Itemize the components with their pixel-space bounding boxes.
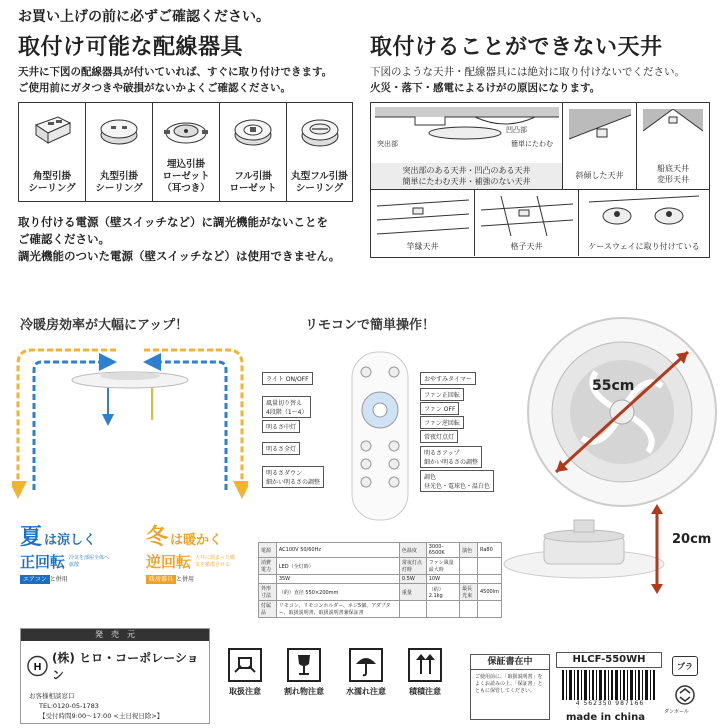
recycle-plastic-icon: プラ (672, 656, 698, 676)
handling-icons (228, 648, 442, 697)
spec-cell: LED（全灯時） (276, 558, 399, 575)
contact-tel: TEL:0120-05-1783 (39, 702, 99, 710)
fixture-cell (287, 103, 352, 201)
summer-text: は涼しく (44, 533, 97, 548)
ng-uneven-ceiling (371, 103, 563, 189)
sleep-timer-callout: おやすみタイマー (420, 372, 476, 385)
winter-desc: 天井に溜まった暖気を循環させる (195, 554, 236, 568)
seller-header: 発 売 元 (21, 629, 209, 641)
not-installable-title: 取付けることができない天井 (370, 35, 663, 60)
dimmer-note-line: ご確認ください。 (18, 232, 110, 246)
spec-table (258, 542, 502, 618)
barcode-number: 4 562350 987166 (575, 700, 645, 707)
ng-lattice-ceiling (475, 190, 579, 256)
airflow-diagram (12, 340, 248, 508)
installable-desc-line: ご使用前にガタつきや破損がないかよくご確認ください。 (18, 82, 291, 94)
this-way-up-label: 積積注意 (409, 687, 441, 696)
dim-down-callout: 明るさダウン 細かい明るさの調整 (262, 466, 324, 488)
ng-sloped-caption: 斜傾した天井 (575, 171, 624, 180)
winter-kanji: 冬 (146, 525, 169, 550)
batten-ceiling-illustration (377, 196, 469, 236)
fixture-table (18, 102, 353, 202)
handling-icon-item (228, 648, 262, 697)
features-panel (0, 290, 728, 620)
company-name: (株) ヒロ・コーポレーション (51, 651, 199, 682)
spec-cell: 外形寸法 (259, 584, 277, 601)
dim-up-callout: 明るさアップ 細かい明るさの調整 (420, 446, 482, 468)
fixture-label: 角型引掛 シーリング (28, 171, 76, 194)
color-callout: 調色 昼光色・電球色・温白色 (420, 470, 494, 492)
summer-card (20, 520, 120, 583)
fan-speed-callout: 風量切り替え 4段階（1～4） (262, 396, 311, 418)
spec-cell: 4500lm (477, 584, 501, 601)
ng-caseway (579, 190, 709, 256)
spec-cell: 10W (426, 575, 459, 584)
sag-label: 簡単にたわむ (511, 140, 553, 148)
warranty-box (470, 654, 550, 720)
spec-cell: 3000-6500K (426, 543, 459, 558)
keep-dry-icon (349, 648, 383, 682)
spec-cell: 常夜灯点灯時 (399, 558, 426, 575)
dimmer-note-line: 調光機能のついた電源（壁スイッチなど）は使用できません。 (18, 249, 341, 263)
spec-cell (259, 575, 277, 584)
spec-cell: 0.5W (399, 575, 426, 584)
warranty-title: 保証書在中 (471, 655, 549, 670)
warranty-text: ご使用前に、「取扱説明書」をよくお読みの上、「保証書」とともに保管してください。 (475, 674, 543, 694)
fan-forward-callout: ファン正回転 (420, 388, 464, 401)
this-way-up-icon (408, 648, 442, 682)
fixture-label: 埋込引掛 ローゼット （耳つき） (162, 159, 210, 194)
spec-cell: （約）2.1kg (426, 584, 459, 601)
spec-cell (460, 558, 478, 575)
spec-cell: 付属品 (259, 601, 277, 618)
spec-cell: 最長光束 (460, 584, 478, 601)
made-in-label: made in china (566, 712, 645, 723)
fan-reverse-callout: ファン逆回転 (420, 416, 464, 429)
diameter-label: 55cm (592, 378, 635, 394)
fixture-cell (86, 103, 153, 201)
ng-batten-ceiling (371, 190, 475, 256)
fixture-cell (153, 103, 220, 201)
summer-desc: 冷気を部屋全体へ拡散 (69, 554, 110, 568)
ng-caseway-caption: ケースウェイに取り付けている (588, 242, 700, 251)
model-number: HLCF-550WH (556, 652, 662, 668)
winter-mode: 逆回転 (146, 553, 192, 571)
spec-cell (426, 601, 459, 618)
ng-sloped-ceiling (563, 103, 637, 189)
summer-tag-suffix: と併用 (49, 576, 68, 583)
spec-row (259, 543, 502, 558)
remote-control-illustration (348, 350, 412, 522)
dimmer-notes (18, 214, 340, 265)
spec-cell: （約）直径 550×200mm (276, 584, 399, 601)
protrusion-label: 突出部 (377, 140, 398, 148)
spec-row (259, 601, 502, 618)
ng-ceiling-row1 (370, 102, 710, 190)
spec-cell (460, 601, 478, 618)
efficiency-title: 冷暖房効率が大幅にアップ！ (20, 318, 189, 333)
spec-row (259, 558, 502, 575)
seller-box (20, 628, 210, 724)
installable-title: 取付け可能な配線器具 (18, 35, 244, 60)
not-installable-desc (370, 64, 720, 96)
not-installable-desc-line: 火災・落下・感電によるけがの原因になります。 (370, 82, 601, 94)
handling-icon-item (408, 648, 442, 697)
installable-desc (18, 64, 358, 96)
spec-cell (477, 575, 501, 584)
winter-card (146, 520, 246, 583)
installable-desc-line: 天井に下図の配線器具が付いていれば、すぐに取り付けできます。 (18, 66, 333, 78)
handle-with-care-label: 取扱注意 (229, 687, 261, 696)
handle-with-care-icon (228, 648, 262, 682)
winter-tag: 暖房器具 (146, 575, 176, 584)
spec-cell: リモコン、リモコンホルダー、ネジ5個、アダプター、取扱説明書、取扱説明書兼保証書 (276, 601, 399, 618)
full-light-callout: 明るさ全灯 (262, 442, 300, 455)
fixture-cell (220, 103, 287, 201)
height-label: 20cm (672, 532, 712, 547)
summer-tag: エアコン (20, 575, 50, 584)
recycle-cardboard-icon (674, 684, 696, 706)
night-light-callout: 常夜灯点灯 (420, 430, 458, 443)
spec-cell: Ra80 (477, 543, 501, 558)
sloped-ceiling-illustration (569, 109, 631, 159)
ng-lattice-caption: 格子天井 (510, 242, 543, 251)
handling-icon-item (346, 648, 386, 697)
fragile-icon (287, 648, 321, 682)
spec-cell (460, 575, 478, 584)
light-onoff-callout: ライト ON/OFF (262, 372, 313, 385)
product-side-view (500, 516, 668, 586)
spec-cell: 35W (276, 575, 399, 584)
spec-row (259, 575, 502, 584)
ng-boat-ceiling (637, 103, 709, 189)
mid-light-callout: 明るさ中灯 (262, 420, 300, 433)
square-ceiling-hook-icon (30, 111, 74, 151)
fixture-label: 丸型フル引掛 シーリング (291, 171, 348, 194)
spec-cell: ファン風量最大時 (426, 558, 459, 575)
boat-ceiling-illustration (643, 109, 703, 159)
spec-row (259, 584, 502, 601)
dimmer-note-line: 取り付ける電源（壁スイッチなど）に調光機能がないことを (18, 215, 329, 229)
lattice-ceiling-illustration (481, 196, 573, 236)
round-full-ceiling-icon (298, 111, 342, 151)
fragile-label: 割れ物注意 (284, 687, 324, 696)
spec-cell: 電源 (259, 543, 277, 558)
spec-cell: 演色 (460, 543, 478, 558)
round-ceiling-hook-icon (97, 111, 141, 151)
summer-kanji: 夏 (20, 525, 43, 550)
fan-off-callout: ファン OFF (420, 402, 459, 415)
header-note: お買い上げの前に必ずご確認ください。 (18, 9, 270, 25)
cardboard-label: ダンボール (664, 709, 689, 715)
full-rosette-icon (231, 111, 275, 151)
keep-dry-label: 水濡れ注意 (346, 687, 386, 696)
summer-mode: 正回転 (20, 553, 66, 571)
ng-ceiling-row2 (370, 190, 710, 258)
fixture-cell (19, 103, 86, 201)
contact-hours: 【受付時間9:00～17:00 <土日祝日除>】 (39, 712, 164, 720)
winter-text: は暖かく (170, 533, 223, 548)
spec-cell: 重量 (399, 584, 426, 601)
height-arrow (650, 504, 664, 594)
spec-cell: 消費電力 (259, 558, 277, 575)
remote-title: リモコンで簡単操作！ (305, 318, 436, 333)
spec-cell (399, 601, 426, 618)
fixture-label: フル引掛 ローゼット (229, 171, 277, 194)
recessed-rosette-icon (162, 111, 210, 151)
ng-uneven-caption: 突出部のある天井・凹凸のある天井 簡単にたわむ天井・補強のない天井 (371, 163, 562, 189)
contact-label: お客様相談窓口 (29, 692, 75, 700)
fixture-label: 丸型引掛 シーリング (95, 171, 143, 194)
company-logo-icon (27, 655, 48, 677)
handling-icon-item (284, 648, 324, 697)
spec-cell (477, 601, 501, 618)
uneven-label: 凹凸部 (506, 126, 527, 134)
spec-cell (477, 558, 501, 575)
ng-boat-caption: 船底天井 変形天井 (657, 164, 689, 184)
winter-tag-suffix: と併用 (176, 576, 195, 583)
ng-batten-caption: 竿縁天井 (406, 242, 439, 251)
spec-cell: 色温度 (399, 543, 426, 558)
spec-cell: AC100V 50/60Hz (276, 543, 399, 558)
not-installable-desc-line: 下図のような天井・配線器具には絶対に取り付けないでください。 (370, 66, 685, 78)
caseway-illustration (589, 194, 699, 236)
svg-text:H: H (33, 661, 42, 673)
product-top-view (522, 312, 722, 512)
uneven-ceiling-illustration (375, 107, 559, 157)
